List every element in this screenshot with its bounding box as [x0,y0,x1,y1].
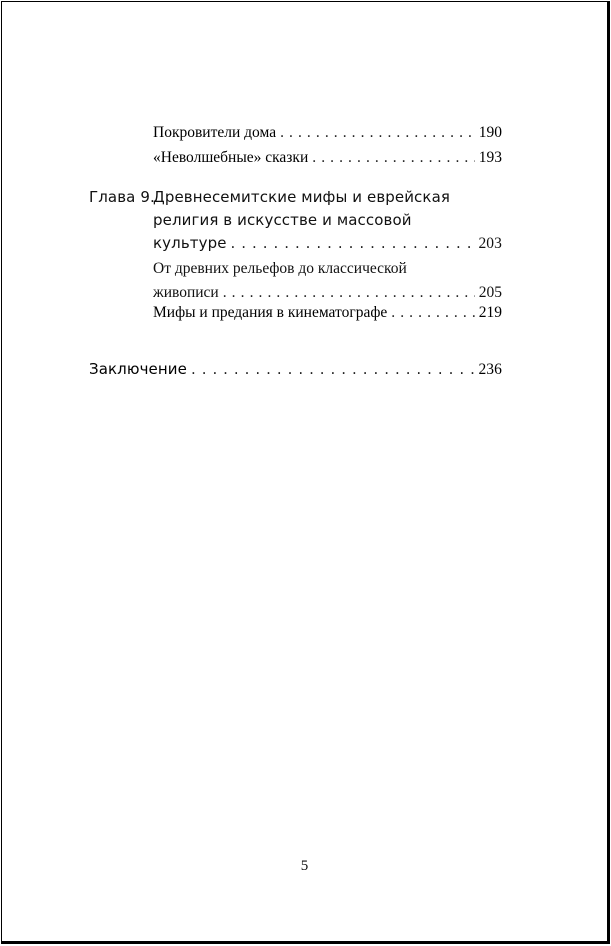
toc-chapter-heading[interactable] [89,185,502,257]
toc-entry-title-part: живописи [153,284,219,301]
leader-dots [191,357,474,381]
toc-page-number: 203 [478,235,502,252]
toc-page-number: 219 [478,304,502,321]
chapter-title-part: Древнесемитские мифы и еврейская [153,188,450,206]
chapter-line-2 [153,208,412,232]
toc-entry[interactable] [153,146,502,170]
chapter-title-part: культуре [153,234,227,252]
chapter-line-1 [89,185,450,209]
toc-page-number: 190 [478,124,502,141]
toc-entry-title: Заключение [89,360,187,378]
chapter-line-3 [153,231,502,255]
leader-dots [231,231,475,255]
toc-page-number: 236 [478,361,502,378]
entry-line-1 [153,257,407,281]
chapter-title-part: религия в искусстве и массовой [153,211,412,229]
leader-dots [312,146,475,170]
toc-entry-title: Покровители дома [153,124,277,141]
leader-dots [391,301,474,325]
toc-entry[interactable] [153,257,502,305]
leader-dots [280,121,475,145]
toc-page-number: 193 [478,149,502,166]
page-number-footer: 5 [300,858,309,874]
page [1,1,610,944]
toc-entry-title: Мифы и предания в кинематографе [153,304,388,321]
toc-entry[interactable] [153,301,502,325]
chapter-label: Глава 9. [89,188,155,206]
toc-page-number: 205 [478,284,502,301]
toc-entry-title-part: От древних рельефов до классической [153,260,407,277]
toc-entry[interactable] [153,121,502,145]
toc-conclusion[interactable] [89,357,502,381]
toc-entry-title: «Неволшебные» сказки [153,149,309,166]
